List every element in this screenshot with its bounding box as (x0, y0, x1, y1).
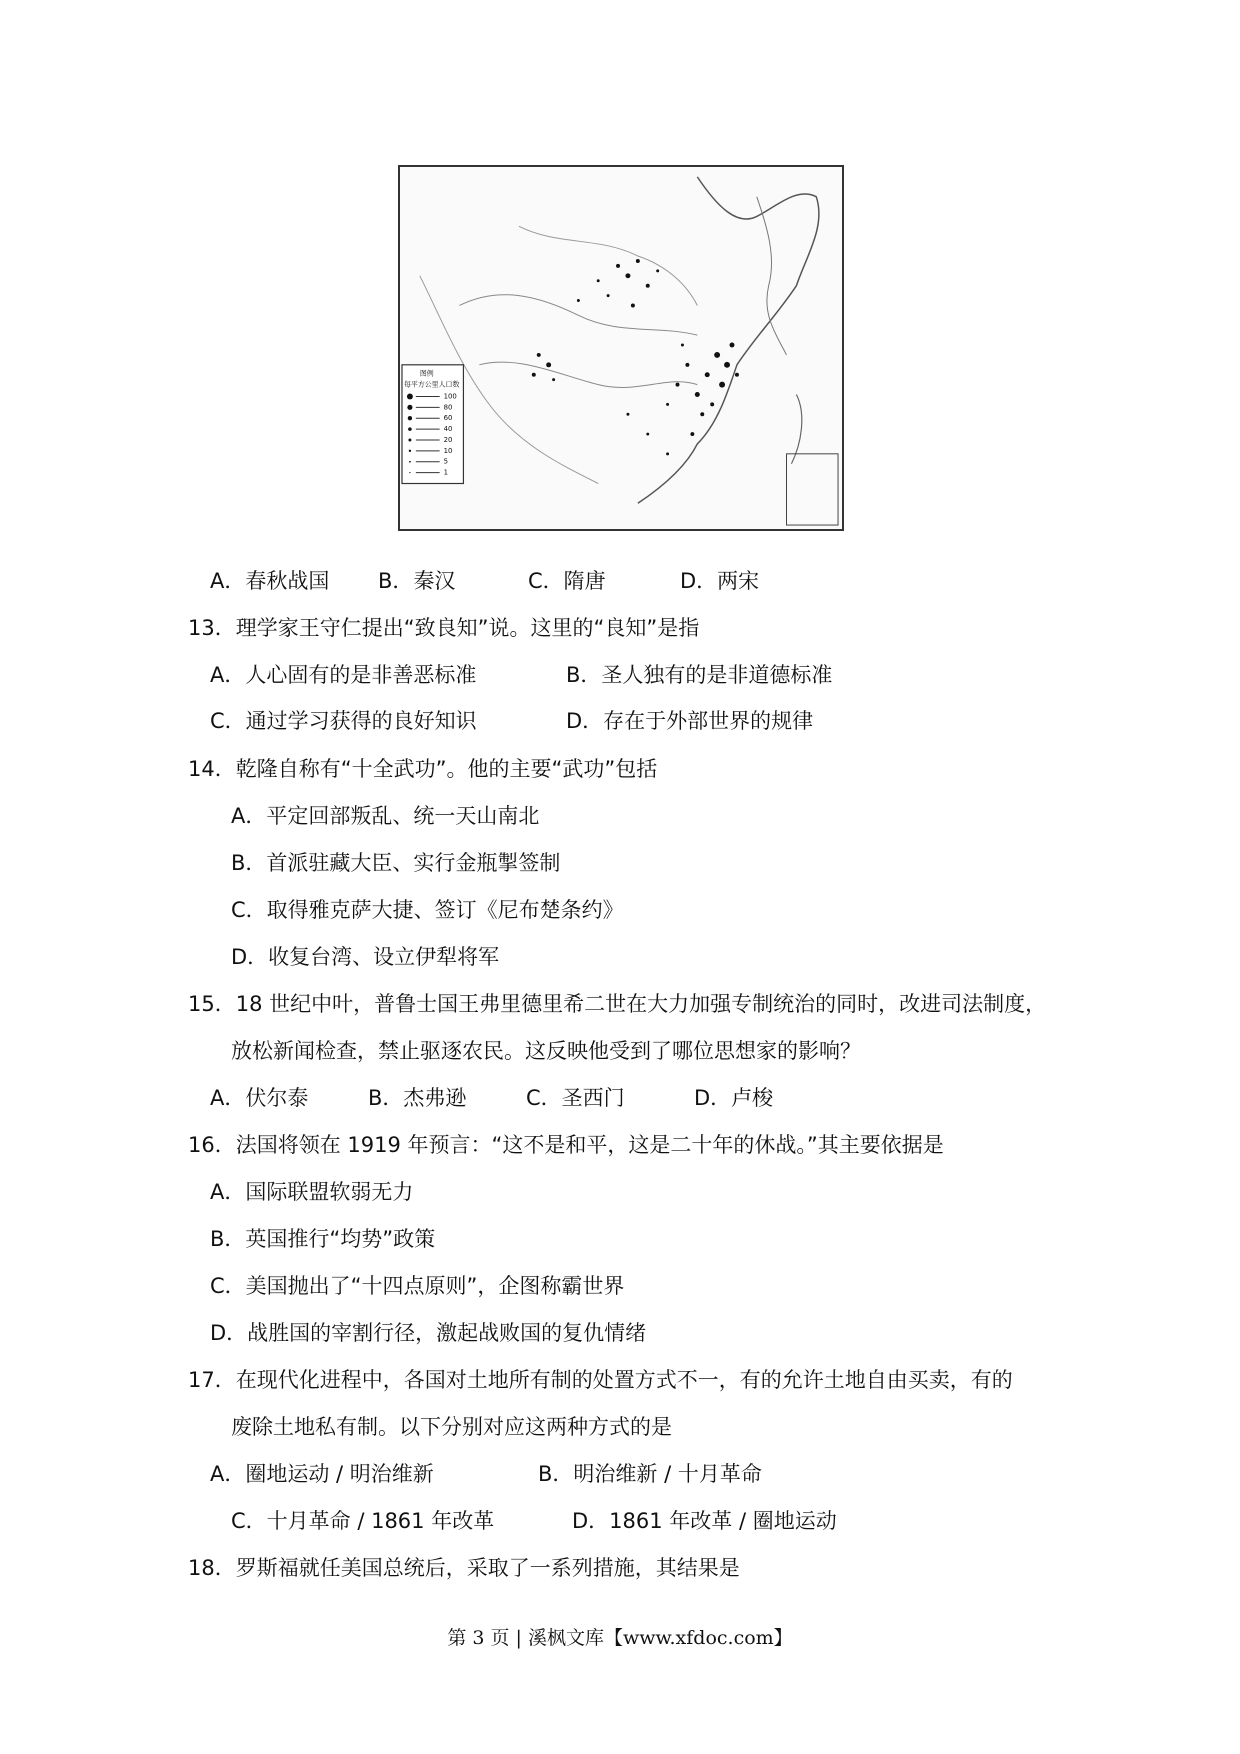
q14-option-b[interactable]: B．首派驻藏大臣、实行金瓶掣签制 (231, 851, 561, 875)
legend-value: 60 (443, 414, 453, 423)
q15-option-c[interactable]: C．圣西门 (526, 1086, 625, 1110)
q14-option-c[interactable]: C．取得雅克萨大捷、签订《尼布楚条约》 (231, 898, 624, 922)
legend-title: 图例 (419, 369, 434, 378)
q15-options (210, 1083, 773, 1113)
q12-option-d[interactable]: D．两宋 (680, 569, 760, 593)
q13-options-row2 (210, 706, 813, 736)
legend-value: 5 (443, 457, 449, 466)
q12-option-b[interactable]: B．秦汉 (378, 569, 456, 593)
q17-options-row2 (231, 1506, 837, 1536)
q13-option-d[interactable]: D．存在于外部世界的规律 (566, 709, 814, 733)
q16-option-c[interactable]: C．美国抛出了“十四点原则”，企图称霸世界 (210, 1274, 625, 1298)
legend-subtitle: 每平方公里人口数 (403, 380, 460, 389)
q13-stem: 13．理学家王守仁提出“致良知”说。这里的“良知”是指 (188, 616, 700, 640)
q17-stem-line2: 废除土地私有制。以下分别对应这两种方式的是 (231, 1415, 672, 1439)
q13-option-a[interactable]: A．人心固有的是非善恶标准 (210, 663, 477, 687)
q17-option-a[interactable]: A．圈地运动 / 明治维新 (210, 1462, 434, 1486)
q16-option-d[interactable]: D．战胜国的宰割行径，激起战败国的复仇情绪 (210, 1321, 647, 1345)
q15-option-a[interactable]: A．伏尔泰 (210, 1086, 309, 1110)
legend-value: 100 (443, 392, 457, 401)
q17-option-d[interactable]: D．1861 年改革 / 圈地运动 (572, 1509, 837, 1533)
legend-value: 40 (443, 425, 453, 434)
legend-value: 20 (443, 435, 453, 444)
q12-options (210, 566, 759, 596)
q17-option-c[interactable]: C．十月革命 / 1861 年改革 (231, 1509, 495, 1533)
q12-option-a[interactable]: A．春秋战国 (210, 569, 330, 593)
q15-option-d[interactable]: D．卢梭 (694, 1086, 774, 1110)
legend-value: 10 (443, 446, 453, 455)
q12-option-c[interactable]: C．隋唐 (528, 569, 606, 593)
q16-stem: 16．法国将领在 1919 年预言：“这不是和平，这是二十年的休战。”其主要依据是 (188, 1133, 944, 1157)
q14-option-d[interactable]: D．收复台湾、设立伊犁将军 (231, 945, 500, 969)
legend-value: 1 (443, 468, 449, 477)
legend-value: 80 (443, 403, 453, 412)
q15-stem-line1: 15．18 世纪中叶，普鲁士国王弗里德里希二世在大力加强专制统治的同时，改进司法制度， (188, 992, 1047, 1016)
q14-option-a[interactable]: A．平定回部叛乱、统一天山南北 (231, 804, 540, 828)
q15-stem-line2: 放松新闻检查，禁止驱逐农民。这反映他受到了哪位思想家的影响？ (231, 1039, 861, 1063)
q14-stem: 14．乾隆自称有“十全武功”。他的主要“武功”包括 (188, 757, 658, 781)
q18-stem: 18．罗斯福就任美国总统后，采取了一系列措施，其结果是 (188, 1556, 740, 1580)
q17-stem-line1: 17．在现代化进程中，各国对土地所有制的处置方式不一，有的允许土地自由买卖，有的 (188, 1368, 1013, 1392)
q16-option-a[interactable]: A．国际联盟软弱无力 (210, 1180, 414, 1204)
q13-option-b[interactable]: B．圣人独有的是非道德标准 (566, 663, 833, 687)
q13-option-c[interactable]: C．通过学习获得的良好知识 (210, 709, 477, 733)
page-footer: 第 3 页 | 溪枫文库【www.xfdoc.com】 (447, 1627, 793, 1649)
q13-options-row1 (210, 660, 832, 690)
population-density-map (398, 165, 844, 531)
q17-option-b[interactable]: B．明治维新 / 十月革命 (538, 1462, 762, 1486)
q16-option-b[interactable]: B．英国推行“均势”政策 (210, 1227, 436, 1251)
map-drawing (400, 167, 842, 529)
q17-options-row1 (210, 1459, 762, 1489)
q15-option-b[interactable]: B．杰弗逊 (368, 1086, 467, 1110)
population-dots (532, 259, 739, 455)
